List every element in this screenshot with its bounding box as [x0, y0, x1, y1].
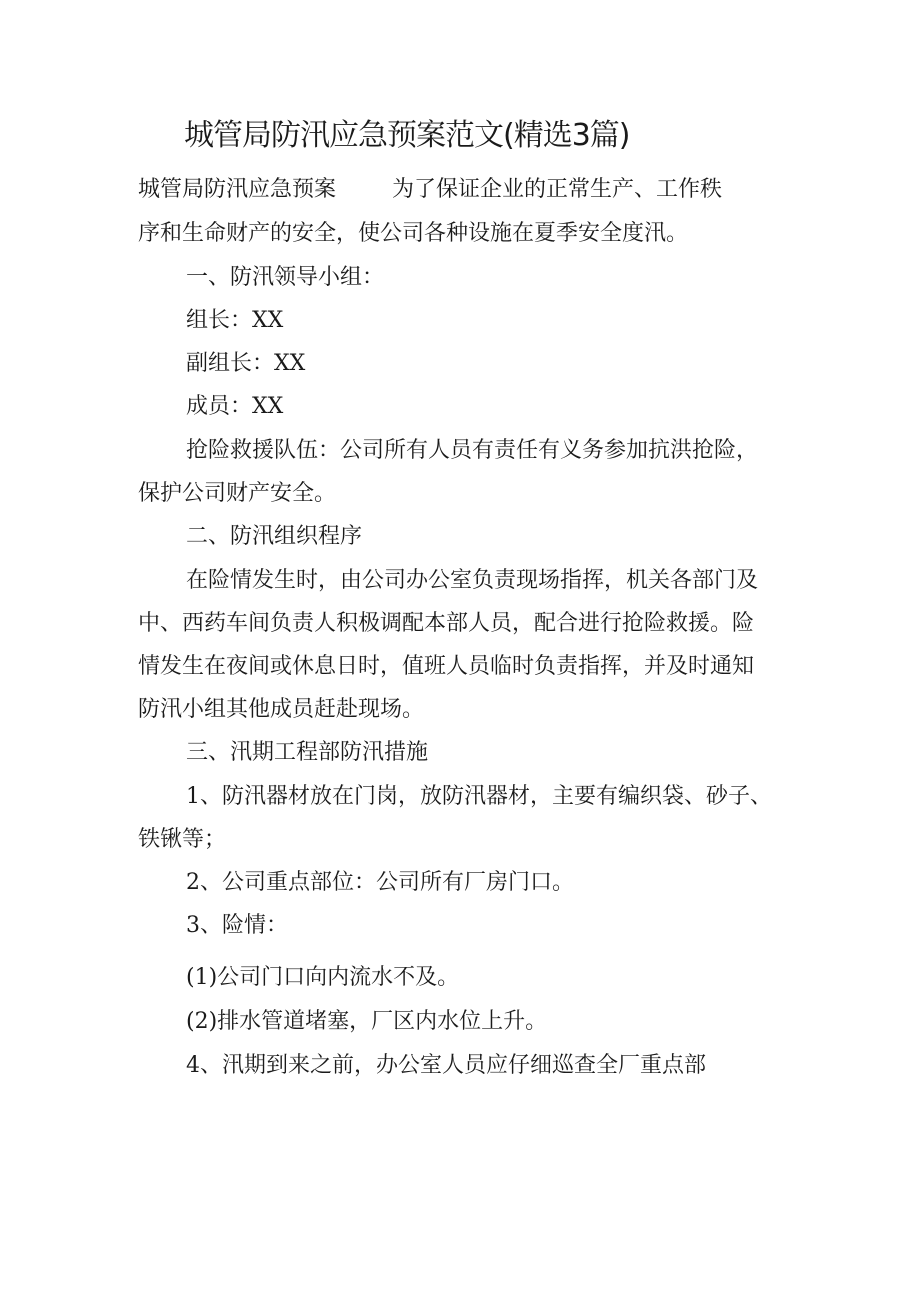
document-title: 城管局防汛应急预案范文(精选3篇) — [184, 118, 630, 153]
paragraph-line: 在险情发生时，由公司办公室负责现场指挥，机关各部门及 — [186, 568, 759, 593]
paragraph-line: 保护公司财产安全。 — [138, 481, 337, 506]
paragraph-line: 序和生命财产的安全，使公司各种设施在夏季安全度汛。 — [138, 221, 689, 246]
member-line: 组长：XX — [186, 308, 284, 333]
list-item: 2、公司重点部位：公司所有厂房门口。 — [186, 870, 574, 895]
paragraph-line: 中、西药车间负责人积极调配本部人员，配合进行抢险救援。险 — [138, 611, 755, 636]
intro-text: 为了保证企业的正常生产、工作秩 — [392, 177, 723, 202]
sub-list-item: (1)公司门口向内流水不及。 — [186, 965, 460, 990]
list-item-continuation: 铁锹等； — [138, 827, 227, 852]
list-item: 4、汛期到来之前，办公室人员应仔细巡查全厂重点部 — [186, 1053, 706, 1078]
paragraph-line — [138, 174, 722, 206]
section-heading-inline: 城管局防汛应急预案 — [138, 177, 337, 202]
member-line: 成员：XX — [186, 394, 284, 419]
sub-list-item: (2)排水管道堵塞，厂区内水位上升。 — [186, 1009, 548, 1034]
list-item: 3、险情： — [186, 913, 288, 938]
section-heading: 二、防汛组织程序 — [186, 524, 363, 549]
member-line: 副组长：XX — [186, 351, 306, 376]
list-item: 1、防汛器材放在门岗，放防汛器材，主要有编织袋、砂子、 — [186, 784, 772, 809]
paragraph-line: 情发生在夜间或休息日时，值班人员临时负责指挥，并及时通知 — [138, 654, 755, 679]
paragraph-line: 防汛小组其他成员赶赴现场。 — [138, 697, 425, 722]
section-heading: 一、防汛领导小组： — [186, 265, 385, 290]
paragraph-line: 抢险救援队伍：公司所有人员有责任有义务参加抗洪抢险， — [186, 438, 759, 463]
section-heading: 三、汛期工程部防汛措施 — [186, 740, 429, 765]
